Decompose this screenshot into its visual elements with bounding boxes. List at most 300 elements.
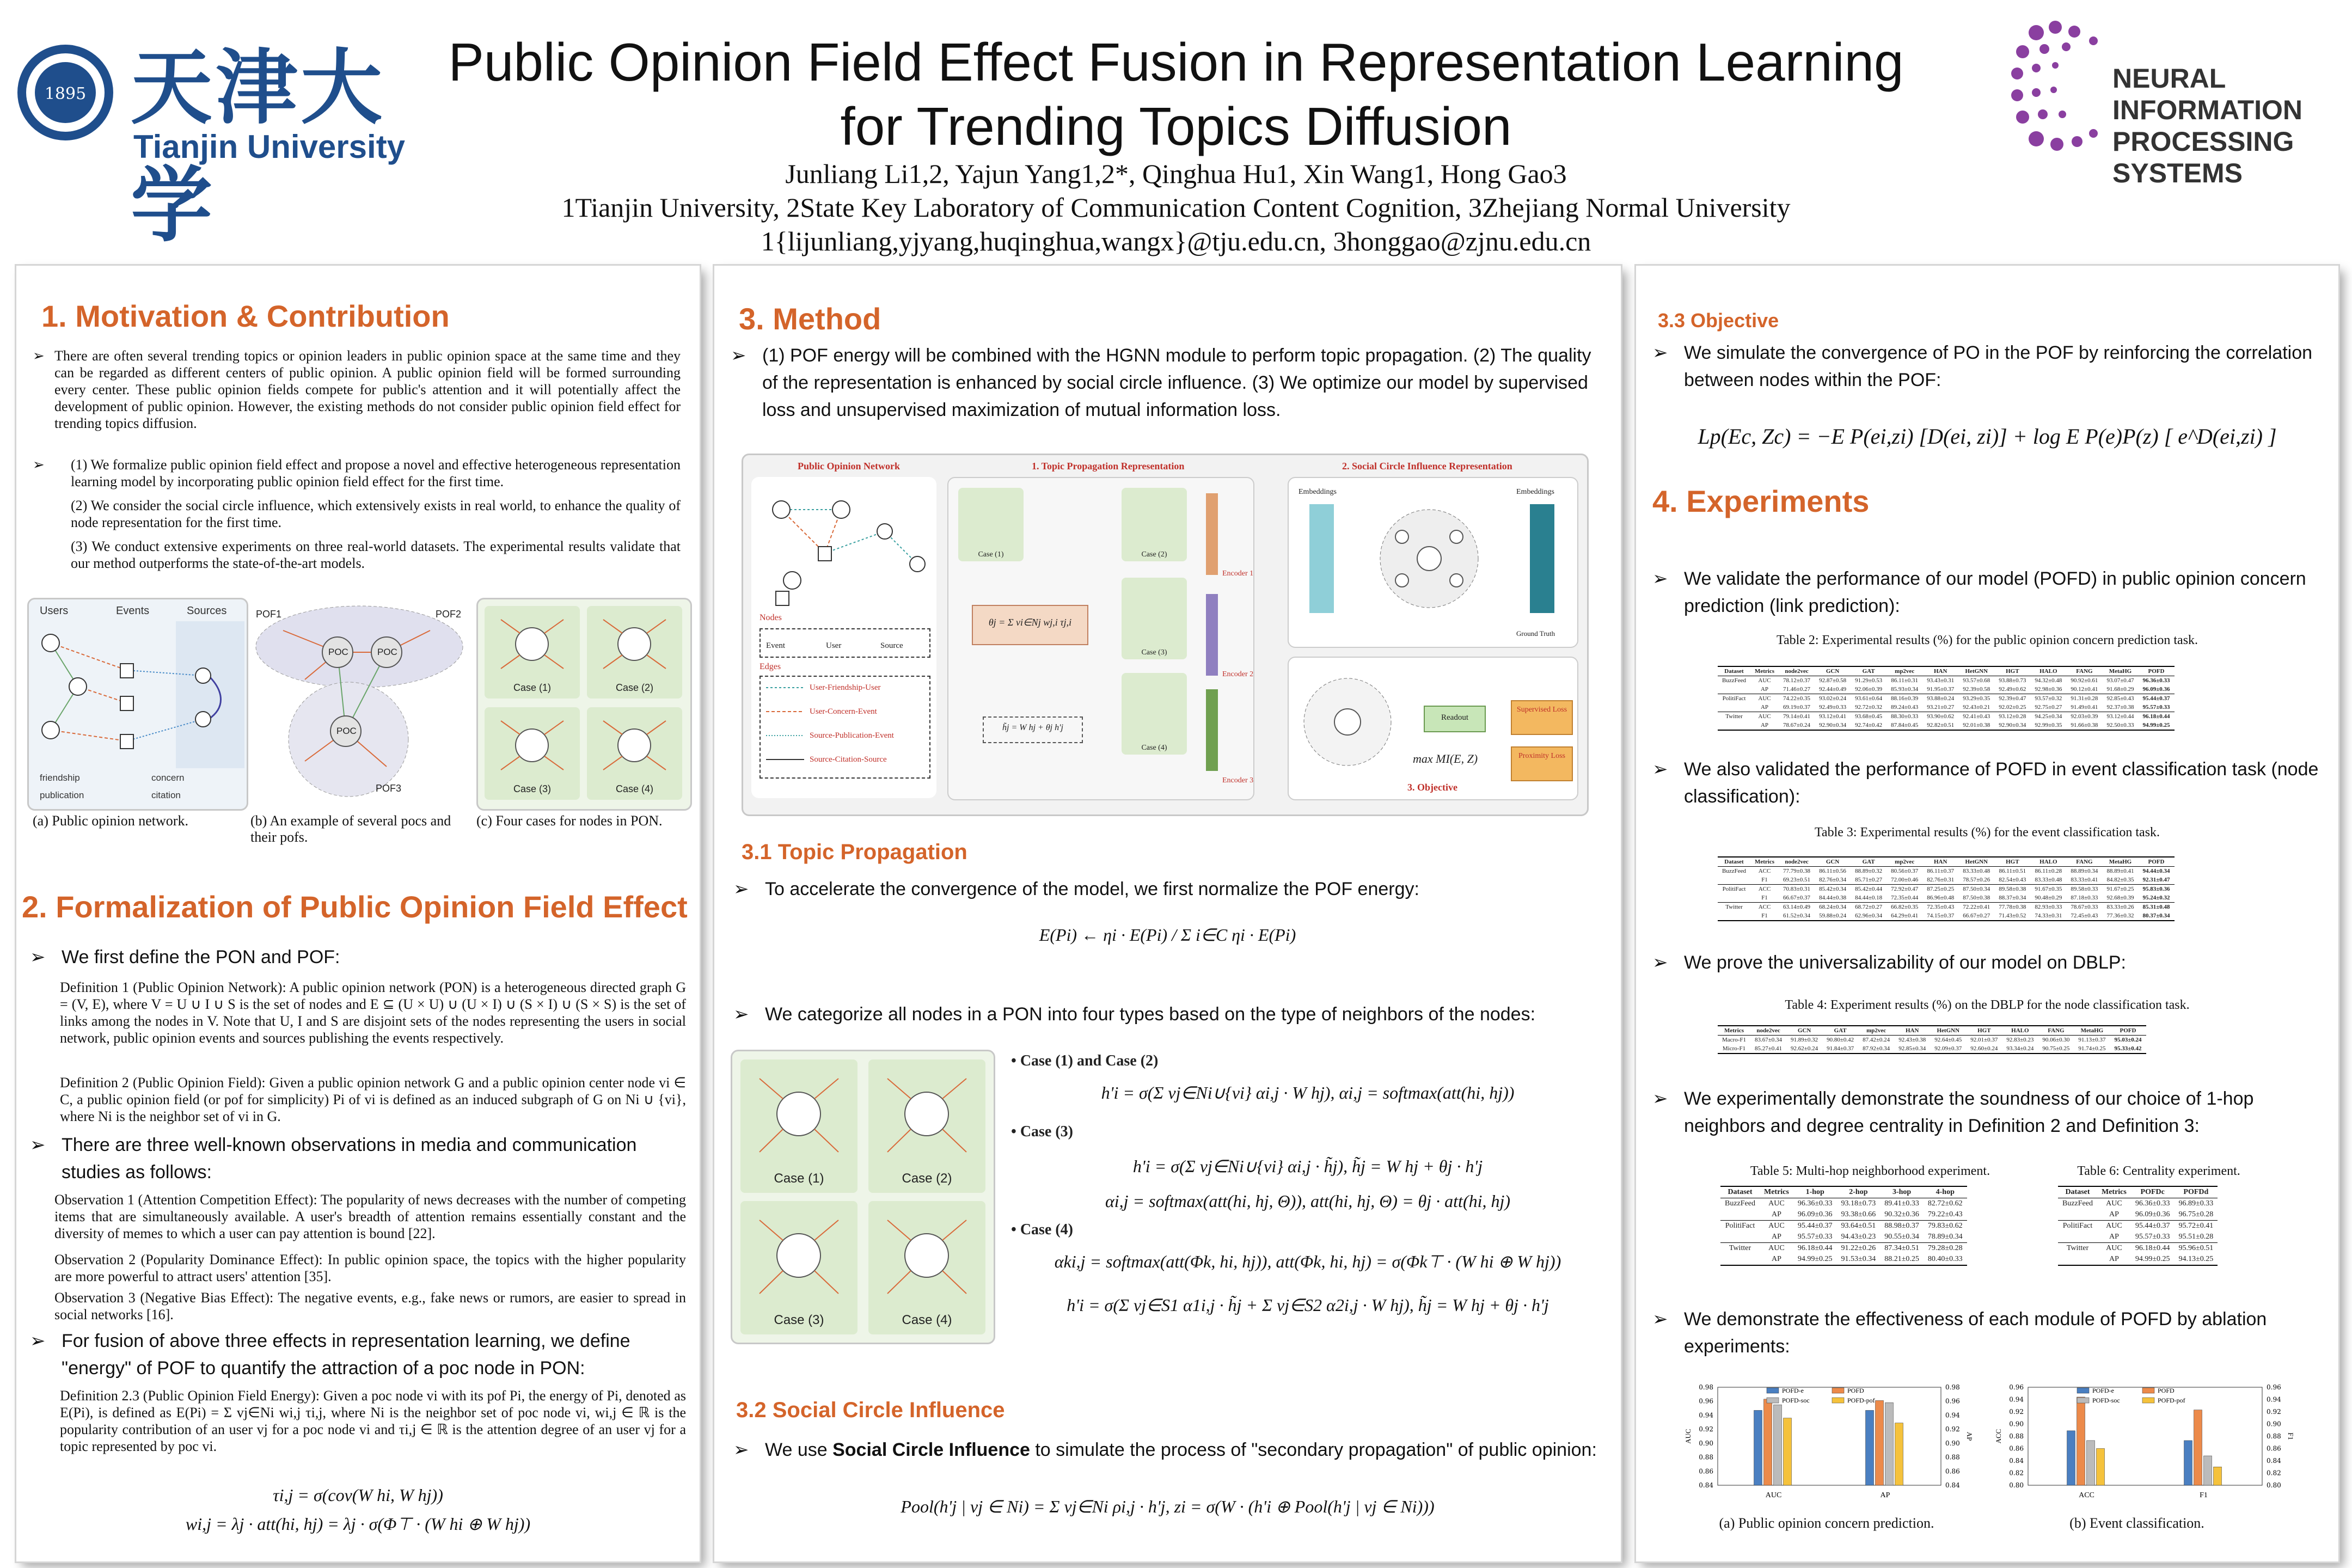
table-cell: 86.96±0.48 bbox=[1927, 895, 1955, 901]
readout-box bbox=[1424, 706, 1486, 732]
table-header-cell: 3-hop bbox=[1892, 1188, 1912, 1196]
table-cell: 79.14±0.41 bbox=[1783, 713, 1811, 720]
table-cell bbox=[2058, 1232, 2097, 1243]
supervised-loss-label: Supervised Loss bbox=[1516, 706, 1567, 714]
table-header-cell: GAT bbox=[1862, 859, 1875, 865]
table-cell: 95.57±0.33 bbox=[2142, 704, 2170, 710]
table-header-cell: POFDd bbox=[2183, 1188, 2209, 1196]
table-cell: AUC bbox=[1758, 677, 1771, 684]
table-header-cell: Metrics bbox=[2101, 1188, 2127, 1196]
table-row bbox=[2058, 1209, 2218, 1221]
bar-POFD-pof bbox=[1895, 1423, 1903, 1485]
arrow-icon: ➢ bbox=[1652, 568, 1668, 589]
table-row bbox=[1720, 1254, 1967, 1265]
table-cell: 95.44±0.37 bbox=[1797, 1222, 1833, 1230]
legend-label: POFD-soc bbox=[2092, 1396, 2120, 1404]
legend-label: POFD bbox=[2158, 1387, 2175, 1394]
table-cell: 89.58±0.33 bbox=[2071, 886, 2098, 892]
table-header-cell: HAN bbox=[1905, 1027, 1919, 1034]
table-cell: 88.37±0.34 bbox=[1999, 895, 2026, 901]
table-cell: 91.29±0.53 bbox=[1855, 677, 1883, 684]
encoder-2-bar bbox=[1206, 594, 1218, 676]
table-cell: 88.89±0.32 bbox=[1855, 868, 1883, 874]
bar-POFD-soc bbox=[1885, 1402, 1894, 1485]
table-header-cell: HetGNN bbox=[1965, 859, 1988, 865]
table-cell: 85.42±0.44 bbox=[1855, 886, 1883, 892]
emails: 1{lijunliang,yjyang,huqinghua,wangx}@tju.edu.cn, 3honggao@zjnu.edu.cn bbox=[761, 226, 1591, 256]
legend-swatch bbox=[2142, 1398, 2154, 1403]
table-cell: 92.68±0.39 bbox=[2106, 895, 2134, 901]
legend-publication: publication bbox=[40, 790, 84, 800]
arrow-icon: ➢ bbox=[1652, 342, 1668, 363]
ablation-caption-a: (a) Public opinion concern prediction. bbox=[1719, 1515, 1934, 1531]
table-row bbox=[1720, 1209, 1967, 1221]
y2-tick-label: 0.88 bbox=[1945, 1453, 1960, 1461]
equation-normalize: E(Pi) ← ηi · E(Pi) / Σ i∈C ηi · E(Pi) bbox=[1039, 925, 1296, 945]
table-header-cell: HetGNN bbox=[1965, 668, 1988, 675]
ground-truth-label: Ground Truth bbox=[1516, 629, 1555, 638]
table-cell: 92.37±0.38 bbox=[2106, 704, 2134, 710]
table-cell: 69.19±0.37 bbox=[1783, 704, 1811, 710]
node-event: Event bbox=[766, 641, 785, 650]
y-tick-label: 0.92 bbox=[2009, 1408, 2024, 1416]
table-cell: 84.82±0.35 bbox=[2106, 877, 2134, 883]
y-tick-label: 0.94 bbox=[2009, 1395, 2024, 1404]
table-cell: 92.02±0.25 bbox=[1999, 704, 2026, 710]
framework-figure bbox=[742, 454, 1589, 816]
formalization-bullet-1: ➢ We first define the PON and POF: bbox=[30, 944, 683, 971]
table-cell: 92.50±0.33 bbox=[2106, 722, 2134, 728]
pof2-label: POF2 bbox=[436, 609, 462, 620]
equation-social: Pool(h'j | vj ∈ Ni) = Σ vj∈Ni ρi,j · h'j, zi = σ(W · (h'i ⊕ Pool(h'j | vj ∈ Ni))) bbox=[901, 1497, 1435, 1516]
table-cell: 91.31±0.28 bbox=[2071, 695, 2098, 702]
table-cell: 95.51±0.28 bbox=[2178, 1233, 2214, 1241]
arrow-icon: ➢ bbox=[1652, 1309, 1668, 1330]
figure-four-cases bbox=[476, 598, 692, 811]
equation-case12: h'i = σ(Σ vj∈Ni∪{vi} αi,j · W hj), αi,j = softmax(att(hi, hj)) bbox=[1101, 1083, 1515, 1102]
table-cell: 77.78±0.38 bbox=[1999, 904, 2026, 910]
table-cell: 96.18±0.44 bbox=[2142, 713, 2170, 720]
table-cell: 91.67±0.35 bbox=[2035, 886, 2062, 892]
table-cell: 96.75±0.28 bbox=[2178, 1210, 2214, 1218]
table-cell: 82.93±0.33 bbox=[2035, 904, 2062, 910]
table-cell: 70.83±0.31 bbox=[1783, 886, 1811, 892]
arrow-icon: ➢ bbox=[1652, 759, 1668, 780]
legend-swatch bbox=[2077, 1388, 2089, 1393]
table-cell: 62.96±0.34 bbox=[1855, 912, 1883, 919]
table-cell: Twitter bbox=[1725, 904, 1743, 910]
table-row bbox=[1718, 893, 2175, 903]
table-header-cell: Dataset bbox=[1728, 1188, 1753, 1196]
table-row bbox=[2058, 1198, 2218, 1210]
table-cell: 92.90±0.34 bbox=[1819, 722, 1847, 728]
case-4-panel bbox=[868, 1201, 985, 1334]
table-row bbox=[1718, 703, 2175, 712]
node-user: User bbox=[826, 641, 842, 650]
table5-caption: Table 5: Multi-hop neighborhood experiment. bbox=[1750, 1164, 1990, 1178]
table-header-cell: GCN bbox=[1826, 859, 1840, 865]
table-cell: 92.06±0.39 bbox=[1855, 686, 1883, 693]
definition-1: Definition 1 (Public Opinion Network): A public opinion network (PON) is a heterogeneous directed graph G = (V, E), where V = U ∪ I ∪ S is the set of nodes and E ⊆ (U × U) ∪ (U × I) ∪ (S × I) ∪ (S × S) is the set of links among the nodes in V. Note that U, I and S are disjoint sets of the nodes representing the users in social network, public opinion events and sources publishing the events respectively. bbox=[60, 979, 686, 1046]
bar-POFD-soc bbox=[2204, 1456, 2212, 1485]
table-cell: 92.49±0.62 bbox=[1999, 686, 2026, 693]
table-cell: 93.88±0.73 bbox=[1999, 677, 2026, 684]
table-header-cell: POFD bbox=[2120, 1027, 2136, 1034]
theta-formula: θj = Σ vi∈Nj wj,i τj,i bbox=[988, 617, 1072, 628]
table-cell bbox=[1720, 1209, 1760, 1221]
table-cell: 91.66±0.38 bbox=[2071, 722, 2098, 728]
legend-label: POFD-pof bbox=[1847, 1396, 1875, 1404]
table-cell bbox=[2058, 1254, 2097, 1265]
table-cell: 90.06±0.30 bbox=[2042, 1037, 2070, 1043]
table-cell: 95.44±0.37 bbox=[2142, 695, 2170, 702]
arrow-icon: ➢ bbox=[30, 1135, 46, 1155]
table-header-cell: Dataset bbox=[1724, 668, 1744, 675]
bar-POFD bbox=[1876, 1400, 1884, 1485]
table-cell: 92.90±0.34 bbox=[1999, 722, 2026, 728]
table-cell: 87.84±0.45 bbox=[1891, 722, 1919, 728]
table-cell: 82.54±0.43 bbox=[1999, 877, 2026, 883]
y2-tick-label: 0.90 bbox=[2267, 1420, 2281, 1428]
y2-tick-label: 0.84 bbox=[1945, 1481, 1960, 1489]
table-cell: F1 bbox=[1761, 895, 1768, 901]
formalization-heading: 2. Formalization of Public Opinion Field Effect bbox=[22, 890, 688, 924]
table-cell: 92.09±0.37 bbox=[1934, 1045, 1962, 1052]
legend-swatch bbox=[1832, 1398, 1844, 1403]
exp-bullet-3: ➢ We prove the universalizability of our model on DBLP: bbox=[1652, 949, 2322, 976]
neurips-logo bbox=[2004, 11, 2352, 188]
table-cell: 94.99±0.25 bbox=[2142, 722, 2170, 728]
y2-tick-label: 0.94 bbox=[1945, 1411, 1960, 1419]
table-cell: 95.57±0.33 bbox=[1797, 1233, 1833, 1241]
table-cell: 93.18±0.73 bbox=[1841, 1199, 1876, 1208]
table-cell: 80.37±0.34 bbox=[2142, 912, 2170, 919]
y2-tick-label: 0.84 bbox=[2267, 1457, 2281, 1465]
table-cell: 95.72±0.41 bbox=[2178, 1222, 2214, 1230]
arrow-icon: ➢ bbox=[733, 879, 749, 899]
legend-swatch bbox=[1767, 1388, 1779, 1393]
four-cases-figure bbox=[731, 1050, 995, 1344]
topic-case-4 bbox=[1122, 673, 1187, 755]
table-header-cell: HALO bbox=[2011, 1027, 2029, 1034]
case-1-text: Case (1) bbox=[774, 1171, 824, 1186]
table-cell: 90.55±0.34 bbox=[1884, 1233, 1919, 1241]
bar-POFD-pof bbox=[2214, 1467, 2222, 1485]
plot-frame bbox=[1718, 1387, 1941, 1485]
ablation-caption-b: (b) Event classification. bbox=[2069, 1515, 2204, 1531]
table-cell: 91.67±0.25 bbox=[2106, 886, 2134, 892]
y2-tick-label: 0.86 bbox=[2267, 1444, 2281, 1453]
bar-POFD-pof bbox=[2097, 1449, 2105, 1486]
case-4-box bbox=[587, 707, 682, 800]
caption-c: (c) Four cases for nodes in PON. bbox=[476, 813, 663, 829]
y2-tick-label: 0.88 bbox=[2267, 1432, 2281, 1440]
table-header-cell: node2vec bbox=[1785, 859, 1809, 865]
case-2-text: Case (2) bbox=[902, 1171, 952, 1186]
legend-citation: citation bbox=[151, 790, 181, 800]
arrow-icon: ➢ bbox=[30, 947, 46, 967]
equation-case3b: αi,j = softmax(att(hi, hj, Θ)), att(hi, hj, Θ) = θj · att(hi, hj) bbox=[1105, 1191, 1511, 1211]
table-cell: Macro-F1 bbox=[1722, 1037, 1746, 1043]
table-cell: 90.32±0.36 bbox=[1884, 1210, 1919, 1218]
table-cell: 91.68±0.29 bbox=[2106, 686, 2134, 693]
table-cell: 92.64±0.45 bbox=[1934, 1037, 1962, 1043]
table-cell: 82.76±0.31 bbox=[1927, 877, 1955, 883]
table-cell: 93.57±0.32 bbox=[2035, 695, 2062, 702]
case-1-box bbox=[485, 606, 580, 699]
y2-tick-label: 0.94 bbox=[2267, 1395, 2281, 1404]
table-cell: BuzzFeed bbox=[2062, 1199, 2093, 1208]
legend-swatch bbox=[1767, 1398, 1779, 1403]
table-cell: 77.36±0.32 bbox=[2106, 912, 2134, 919]
table-cell: 96.09±0.36 bbox=[1797, 1210, 1833, 1218]
case-1-label: Case (1) bbox=[513, 682, 552, 693]
table-cell: Twitter bbox=[2066, 1244, 2089, 1252]
table-header-cell: MetaHG bbox=[2080, 1027, 2104, 1034]
table-row bbox=[2058, 1232, 2218, 1243]
table-cell: 93.64±0.51 bbox=[1841, 1222, 1876, 1230]
table-cell: 86.11±0.56 bbox=[1819, 868, 1846, 874]
topic-case-1 bbox=[958, 488, 1024, 561]
table-cell: 69.23±0.51 bbox=[1783, 877, 1811, 883]
motivation-heading: 1. Motivation & Contribution bbox=[41, 299, 450, 333]
bar-POFD-e bbox=[1866, 1410, 1874, 1485]
table-cell: 89.24±0.43 bbox=[1891, 704, 1919, 710]
y-tick-label: 0.94 bbox=[1699, 1411, 1713, 1419]
table-row bbox=[2058, 1254, 2218, 1265]
h-tilde-box bbox=[983, 716, 1083, 743]
table-cell: 88.21±0.25 bbox=[1884, 1255, 1919, 1263]
y-tick-label: 0.96 bbox=[2009, 1383, 2024, 1391]
theta-box bbox=[972, 605, 1088, 645]
edge-publication: Source-Publication-Event bbox=[810, 731, 894, 740]
table-cell: 96.36±0.33 bbox=[1797, 1199, 1833, 1208]
experiments-heading: 4. Experiments bbox=[1652, 484, 1870, 518]
table-cell bbox=[1718, 875, 1750, 885]
arrow-icon: ➢ bbox=[731, 345, 746, 366]
table-cell: 94.43±0.23 bbox=[1841, 1233, 1876, 1241]
y-tick-label: 0.86 bbox=[1699, 1467, 1713, 1475]
encoder-2-label: Encoder 2 bbox=[1222, 670, 1254, 678]
table-cell: 93.88±0.24 bbox=[1927, 695, 1955, 702]
table-cell: 92.85±0.34 bbox=[1898, 1045, 1926, 1052]
y-axis-label: AUC bbox=[1684, 1429, 1692, 1444]
table-cell: AP bbox=[1760, 686, 1769, 693]
table-cell: 91.49±0.41 bbox=[2071, 704, 2098, 710]
table-header-cell: 2-hop bbox=[1849, 1188, 1868, 1196]
case-2-panel bbox=[868, 1059, 985, 1193]
table-cell: 92.44±0.49 bbox=[1819, 686, 1847, 693]
table-cell: 87.34±0.51 bbox=[1884, 1244, 1919, 1252]
table-row bbox=[1718, 903, 2175, 912]
table-header-cell: 4-hop bbox=[1935, 1188, 1955, 1196]
y-tick-label: 0.96 bbox=[1699, 1397, 1713, 1405]
table-cell: 72.35±0.43 bbox=[1927, 904, 1955, 910]
table-cell: 91.13±0.37 bbox=[2078, 1037, 2106, 1043]
table-cell: Micro-F1 bbox=[1722, 1045, 1746, 1052]
arrow-icon: ➢ bbox=[1652, 1088, 1668, 1109]
topic-bullet-1: ➢ To accelerate the convergence of the model, we first normalize the POF energy: bbox=[733, 875, 1604, 903]
table-cell: 84.44±0.18 bbox=[1855, 895, 1883, 901]
table-cell: 93.21±0.27 bbox=[1927, 704, 1955, 710]
tianjin-logo bbox=[11, 22, 436, 253]
table-cell: 87.92±0.34 bbox=[1863, 1045, 1890, 1052]
table-cell: 88.89±0.34 bbox=[2071, 868, 2098, 874]
table-cell: 72.22±0.41 bbox=[1963, 904, 1990, 910]
table-cell: 72.92±0.47 bbox=[1891, 886, 1919, 892]
arrow-icon: ➢ bbox=[1652, 952, 1668, 973]
table-cell: 74.22±0.35 bbox=[1783, 695, 1811, 702]
table-cell: 66.67±0.27 bbox=[1963, 912, 1990, 919]
table-cell: AUC bbox=[1768, 1222, 1785, 1230]
table-cell: PolitiFact bbox=[1725, 1222, 1755, 1230]
logo-chinese-name: 天津大学 bbox=[131, 40, 386, 253]
topic-case-1-label: Case (1) bbox=[978, 550, 1004, 559]
table-header-cell: FANG bbox=[2048, 1027, 2065, 1034]
table-cell: 92.85±0.43 bbox=[2106, 695, 2134, 702]
table-cell: 61.52±0.34 bbox=[1783, 912, 1811, 919]
table-cell: 92.43±0.21 bbox=[1963, 704, 1990, 710]
h-tilde-formula: h̃j = W hj + θj h'j bbox=[1002, 723, 1063, 732]
table-row bbox=[1720, 1243, 1967, 1254]
bar-POFD-e bbox=[2067, 1431, 2075, 1485]
table-cell: 92.87±0.58 bbox=[1819, 677, 1847, 684]
topic-bullet-2: ➢ We categorize all nodes in a PON into four types based on the type of neighbors of the nodes: bbox=[733, 1001, 1604, 1028]
table-2 bbox=[1718, 666, 2175, 731]
edge-citation: Source-Citation-Source bbox=[810, 755, 887, 764]
y2-tick-label: 0.80 bbox=[2267, 1481, 2281, 1489]
y2-axis-label: AP bbox=[1965, 1431, 1974, 1441]
exp-bullet-4: ➢ We experimentally demonstrate the soundness of our choice of 1-hop neighbors and degree centrality in Definition 2 and Definition 3: bbox=[1652, 1085, 2322, 1140]
table-cell: 87.50±0.34 bbox=[1963, 886, 1990, 892]
table-cell: BuzzFeed bbox=[1725, 1199, 1755, 1208]
table-row bbox=[1718, 1036, 2146, 1045]
table-row bbox=[1718, 685, 2175, 694]
table-cell: 92.41±0.43 bbox=[1963, 713, 1990, 720]
table-cell: 96.18±0.44 bbox=[2135, 1244, 2170, 1252]
table-row bbox=[1718, 911, 2175, 921]
caption-b: (b) An example of several pocs and their pofs. bbox=[250, 813, 451, 845]
bar-POFD bbox=[2077, 1397, 2085, 1485]
table-cell: 88.16±0.39 bbox=[1891, 695, 1919, 702]
table-6 bbox=[2058, 1186, 2218, 1266]
table-cell: 72.45±0.43 bbox=[2071, 912, 2098, 919]
exp-bullet-2: ➢ We also validated the performance of POFD in event classification task (node classification): bbox=[1652, 756, 2322, 810]
poster-title: Public Opinion Field Effect Fusion in Representation Learning for Trending Topics Diffusion bbox=[448, 32, 1904, 156]
table-cell: 77.79±0.38 bbox=[1783, 868, 1811, 874]
table-cell: 82.72±0.62 bbox=[1927, 1199, 1963, 1208]
case-1-panel bbox=[740, 1059, 857, 1193]
table-cell: 93.43±0.31 bbox=[1927, 677, 1955, 684]
topic-case-3-label: Case (3) bbox=[1141, 648, 1167, 657]
figure-public-opinion-network bbox=[27, 598, 248, 811]
table-cell: AP bbox=[1771, 1210, 1781, 1218]
table-cell: 96.09±0.36 bbox=[2135, 1210, 2170, 1218]
table-cell: 95.03±0.24 bbox=[2114, 1037, 2142, 1043]
bar-POFD-soc bbox=[2087, 1441, 2095, 1485]
embeddings-right-bar bbox=[1530, 504, 1554, 613]
table-cell: 93.12±0.28 bbox=[1999, 713, 2026, 720]
table-cell: 83.33±0.48 bbox=[2035, 877, 2062, 883]
table-cell: 68.72±0.27 bbox=[1855, 904, 1883, 910]
table-header-cell: mp2vec bbox=[1866, 1027, 1886, 1034]
table-header-cell: HetGNN bbox=[1937, 1027, 1960, 1034]
table-cell: AP bbox=[1771, 1233, 1781, 1241]
pof3-label: POF3 bbox=[376, 783, 402, 794]
table-header-cell: FANG bbox=[2076, 668, 2093, 675]
method-bullet: ➢ (1) POF energy will be combined with the HGNN module to perform topic propagation. (2) The quality of the representation is enhanced by social circle influence. (3) We optimize our model by supervised loss and unsupervised maximization of mutual information loss. bbox=[731, 342, 1602, 424]
table-cell: 91.74±0.25 bbox=[2078, 1045, 2106, 1052]
contribution-3: (3) We conduct extensive experiments on three real-world datasets. The experimental results validate that our method outperforms the state-of-the-art models. bbox=[71, 538, 681, 571]
x-tick-label: AP bbox=[1880, 1491, 1890, 1499]
topic-case-4-label: Case (4) bbox=[1141, 744, 1167, 752]
readout-label: Readout bbox=[1441, 713, 1468, 722]
table-cell: 89.58±0.38 bbox=[1999, 886, 2026, 892]
table-cell: 72.00±0.46 bbox=[1891, 877, 1919, 883]
caption-a: (a) Public opinion network. bbox=[33, 813, 188, 829]
legend-label: POFD-e bbox=[2092, 1387, 2115, 1394]
table-row bbox=[1718, 885, 2175, 894]
arrow-icon: ➢ bbox=[733, 1440, 749, 1460]
table-cell: 78.12±0.37 bbox=[1783, 677, 1811, 684]
objective-heading: 3.3 Objective bbox=[1658, 309, 1779, 332]
arrow-icon: ➢ bbox=[33, 348, 45, 364]
table-cell: 96.89±0.33 bbox=[2178, 1199, 2214, 1208]
table-header-cell: Dataset bbox=[2065, 1188, 2090, 1196]
table-cell: 78.67±0.24 bbox=[1783, 722, 1811, 728]
bar-POFD-e bbox=[1754, 1410, 1762, 1485]
table-cell: 71.46±0.27 bbox=[1783, 686, 1811, 693]
ablation-chart-link-prediction bbox=[1680, 1376, 1974, 1507]
table-cell: 66.82±0.35 bbox=[1891, 904, 1919, 910]
encoder-1-label: Encoder 1 bbox=[1222, 569, 1254, 578]
table-cell bbox=[1718, 911, 1750, 921]
y-tick-label: 0.90 bbox=[2009, 1420, 2024, 1428]
y-axis-label: ACC bbox=[1994, 1429, 2002, 1444]
ablation-chart-event-classification bbox=[1990, 1376, 2295, 1507]
table-row bbox=[1720, 1232, 1967, 1243]
y2-tick-label: 0.92 bbox=[1945, 1425, 1960, 1434]
table-cell: PolitiFact bbox=[1722, 886, 1746, 892]
topic-case-3 bbox=[1122, 578, 1187, 659]
mi-label: max MI(E, Z) bbox=[1413, 752, 1478, 765]
topic-case-2-label: Case (2) bbox=[1141, 550, 1167, 559]
equation-case4a: αki,j = softmax(att(Φk, hi, hj)), att(Φk, hi, hj) = σ(Φk⊤ · (W hi ⊕ W hj)) bbox=[1054, 1252, 1561, 1271]
table-cell: 90.12±0.41 bbox=[2071, 686, 2098, 693]
case-3-label: Case (3) bbox=[513, 783, 552, 794]
bar-POFD bbox=[1764, 1399, 1772, 1485]
case-3-box bbox=[485, 707, 580, 800]
table-cell: 92.75±0.27 bbox=[2035, 704, 2062, 710]
table-row bbox=[1718, 694, 2175, 703]
table-cell: AUC bbox=[1758, 695, 1771, 702]
y-tick-label: 0.80 bbox=[2009, 1481, 2024, 1489]
table-cell: 96.09±0.36 bbox=[2142, 686, 2170, 693]
edge-concern: User-Concern-Event bbox=[810, 707, 877, 716]
embeddings-label-right: Embeddings bbox=[1516, 488, 1554, 496]
social-bullet: ➢ We use Social Circle Influence to simulate the process of "secondary propagation" of public opinion: bbox=[733, 1436, 1604, 1463]
table-cell: 93.34±0.24 bbox=[2006, 1045, 2034, 1052]
legend-label: POFD-e bbox=[1782, 1387, 1804, 1394]
table4-caption: Table 4: Experiment results (%) on the DBLP for the node classification task. bbox=[1785, 998, 2190, 1012]
table-cell: 87.25±0.25 bbox=[1927, 886, 1955, 892]
table-cell: Twitter bbox=[1729, 1244, 1751, 1252]
table-cell: ACC bbox=[1758, 868, 1771, 874]
table-4 bbox=[1718, 1025, 2146, 1054]
contribution-2: (2) We consider the social circle influence, which extensively exists in real world, to enhance the quality of node representation for the first time. bbox=[71, 498, 681, 530]
case-3-panel bbox=[740, 1201, 857, 1334]
table-cell: 85.71±0.27 bbox=[1855, 877, 1883, 883]
